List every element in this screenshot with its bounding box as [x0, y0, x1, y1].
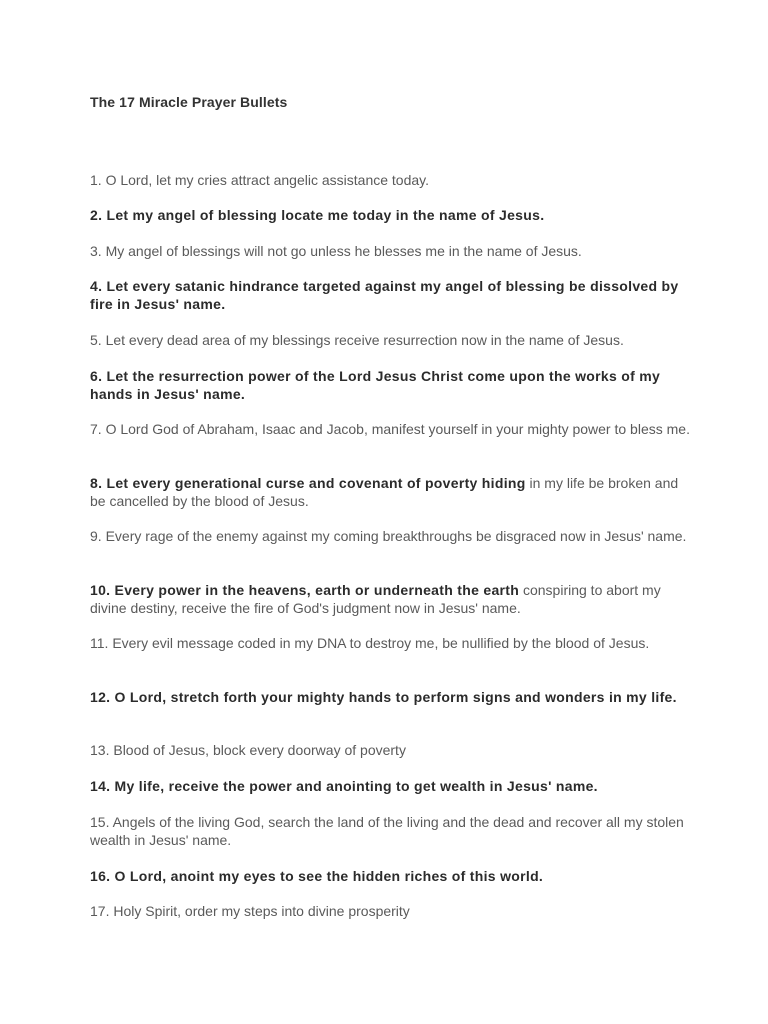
prayer-item-3: 3. My angel of blessings will not go unless he blesses me in the name of Jesus.	[90, 243, 582, 259]
prayer-item-10-bold-part: 10. Every power in the heavens, earth or underneath the earth	[90, 582, 520, 598]
prayer-item-6: 6. Let the resurrection power of the Lord Jesus Christ come upon the works of my hands in Jesus' name.	[90, 368, 661, 402]
prayer-item-16: 16. O Lord, anoint my eyes to see the hidden riches of this world.	[90, 868, 544, 884]
prayer-item-10-normal-part: conspiring to abort my divine destiny, receive the fire of God's judgment now in Jesus' name.	[90, 582, 661, 616]
prayer-item-15: 15. Angels of the living God, search the land of the living and the dead and recover all my stolen wealth in Jesus' name.	[90, 814, 684, 848]
prayer-item-10	[90, 581, 690, 617]
prayer-item-4: 4. Let every satanic hindrance targeted against my angel of blessing be dissolved by fire in Jesus' name.	[90, 278, 679, 312]
prayer-item-14: 14. My life, receive the power and anointing to get wealth in Jesus' name.	[90, 778, 598, 794]
prayer-item-5: 5. Let every dead area of my blessings receive resurrection now in the name of Jesus.	[90, 332, 624, 348]
prayer-item-1: 1. O Lord, let my cries attract angelic assistance today.	[90, 172, 430, 188]
prayer-item-17: 17. Holy Spirit, order my steps into divine prosperity	[90, 903, 410, 919]
prayer-item-2: 2. Let my angel of blessing locate me today in the name of Jesus.	[90, 207, 545, 223]
document-title: The 17 Miracle Prayer Bullets	[90, 94, 288, 110]
prayer-item-12: 12. O Lord, stretch forth your mighty hands to perform signs and wonders in my life.	[90, 689, 677, 705]
prayer-item-13: 13. Blood of Jesus, block every doorway of poverty	[90, 742, 406, 758]
prayer-item-9: 9. Every rage of the enemy against my coming breakthroughs be disgraced now in Jesus' name.	[90, 528, 687, 544]
prayer-item-8-bold-part: 8. Let every generational curse and covenant of poverty hiding	[90, 475, 526, 491]
prayer-item-8	[90, 474, 690, 510]
prayer-item-7: 7. O Lord God of Abraham, Isaac and Jacob, manifest yourself in your mighty power to bless me.	[90, 421, 690, 437]
prayer-item-8-normal-part: in my life be broken and be cancelled by the blood of Jesus.	[90, 475, 679, 509]
prayer-item-11: 11. Every evil message coded in my DNA to destroy me, be nullified by the blood of Jesus.	[90, 635, 650, 651]
